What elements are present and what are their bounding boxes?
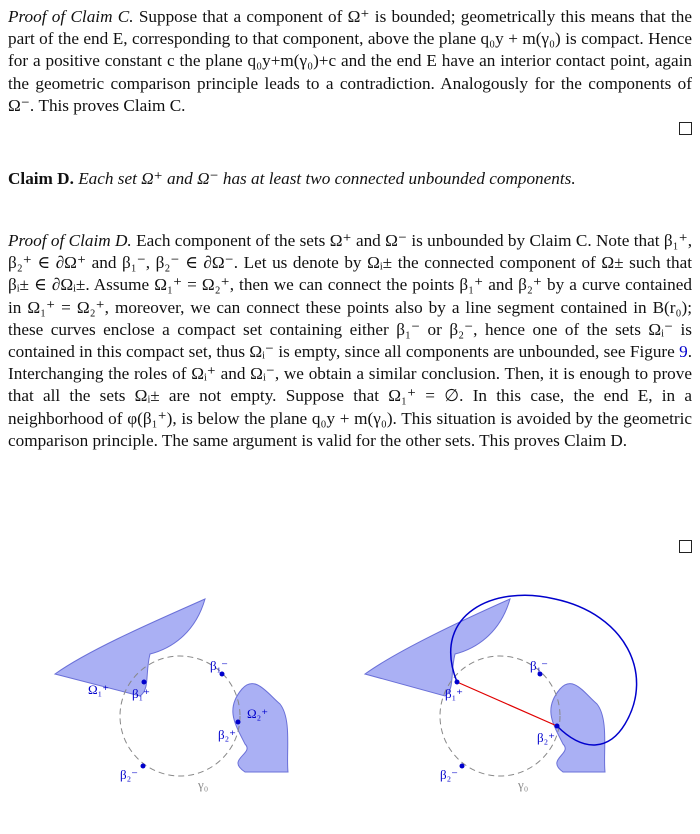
label-omega1-plus: Ω₁⁺ <box>88 682 110 697</box>
point-beta2-plus <box>236 720 241 725</box>
label-beta2-minus: β₂⁻ <box>120 767 139 782</box>
point-beta2-plus <box>555 724 560 729</box>
claim-d-heading: Claim D. <box>8 169 74 188</box>
qed-box-c <box>679 122 692 135</box>
point-beta1-plus <box>455 680 460 685</box>
point-beta2-minus <box>460 764 465 769</box>
proof-claim-d <box>8 230 692 452</box>
region-omega2-plus <box>233 684 288 772</box>
proof-d-body-1: Each component of the sets Ω⁺ and Ω⁻ is unbounded by Claim C. Note that β₁⁺, β₂⁺ ∈ ∂Ω⁺ and β₁⁻, β₂⁻ ∈ ∂Ω⁻. Let us denote by Ωᵢ± the connected component of Ω± such that βᵢ± ∈ ∂Ωᵢ±. Assume Ω₁⁺ = Ω₂⁺, then we can connect the points β₁⁺ and β₂⁺ by a curve contained in Ω₁⁺ = Ω₂⁺, moreover, we can connect these points also by a line segment contained in B(r₀); these curves enclose a compact set containing either β₁⁻ or β₂⁻, hence one of the sets Ωᵢ⁻ is contained in this compact set, thus Ωᵢ⁻ is empty, since all components are unbounded, see Figure <box>8 231 692 362</box>
figure-left <box>50 594 300 824</box>
claim-d-body: Each set Ω⁺ and Ω⁻ has at least two connected unbounded components. <box>78 169 576 188</box>
region-omega1-plus <box>55 599 205 696</box>
label-beta1-minus: β₁⁻ <box>210 658 229 673</box>
label-beta2-plus: β₂⁺ <box>537 730 556 745</box>
label-omega2-plus: Ω₂⁺ <box>247 706 269 721</box>
figure-9-link[interactable]: 9 <box>679 342 688 362</box>
proof-d-body-2: . Interchanging the roles of Ωᵢ⁺ and Ωᵢ⁻, we obtain a similar conclusion. Then, it is enough to prove that all the sets Ωᵢ± are not empty. Suppose that Ω₁⁺ = ∅. In this case, the end E, in a neighborhood of φ(β₁⁺), is below the plane q₀y + m(γ₀). This situation is avoided by the geometric comparison principle. The same argument is valid for the other sets. This proves Claim D. <box>8 342 693 450</box>
claim-d <box>8 168 692 190</box>
point-beta2-minus <box>141 764 146 769</box>
label-beta2-minus: β₂⁻ <box>440 767 459 782</box>
qed-box-d <box>679 540 692 553</box>
label-gamma0: γ₀ <box>198 777 209 792</box>
label-beta1-plus: β₁⁺ <box>132 686 151 701</box>
label-beta1-plus: β₁⁺ <box>445 686 464 701</box>
label-beta1-minus: β₁⁻ <box>530 658 549 673</box>
proof-c-heading: Proof of Claim C. <box>8 7 134 26</box>
figure-right <box>385 594 645 824</box>
label-gamma0: γ₀ <box>518 777 529 792</box>
segment-b-r0 <box>457 682 557 726</box>
proof-d-heading: Proof of Claim D. <box>8 231 132 250</box>
proof-c-body: Suppose that a component of Ω⁺ is bounded; geometrically this means that the part of the end E, corresponding to that component, above the plane q₀y + m(γ₀) is compact. Hence for a positive constant c the plane q₀y+m(γ₀)+c and the end E have an interior contact point, again the geometric comparison principle leads to a contradiction. Analogously for the components of Ω⁻. This proves Claim C. <box>8 7 692 115</box>
proof-claim-c <box>8 6 692 117</box>
label-beta2-plus: β₂⁺ <box>218 727 237 742</box>
region-omega1-plus <box>365 599 510 696</box>
point-beta1-plus <box>142 680 147 685</box>
